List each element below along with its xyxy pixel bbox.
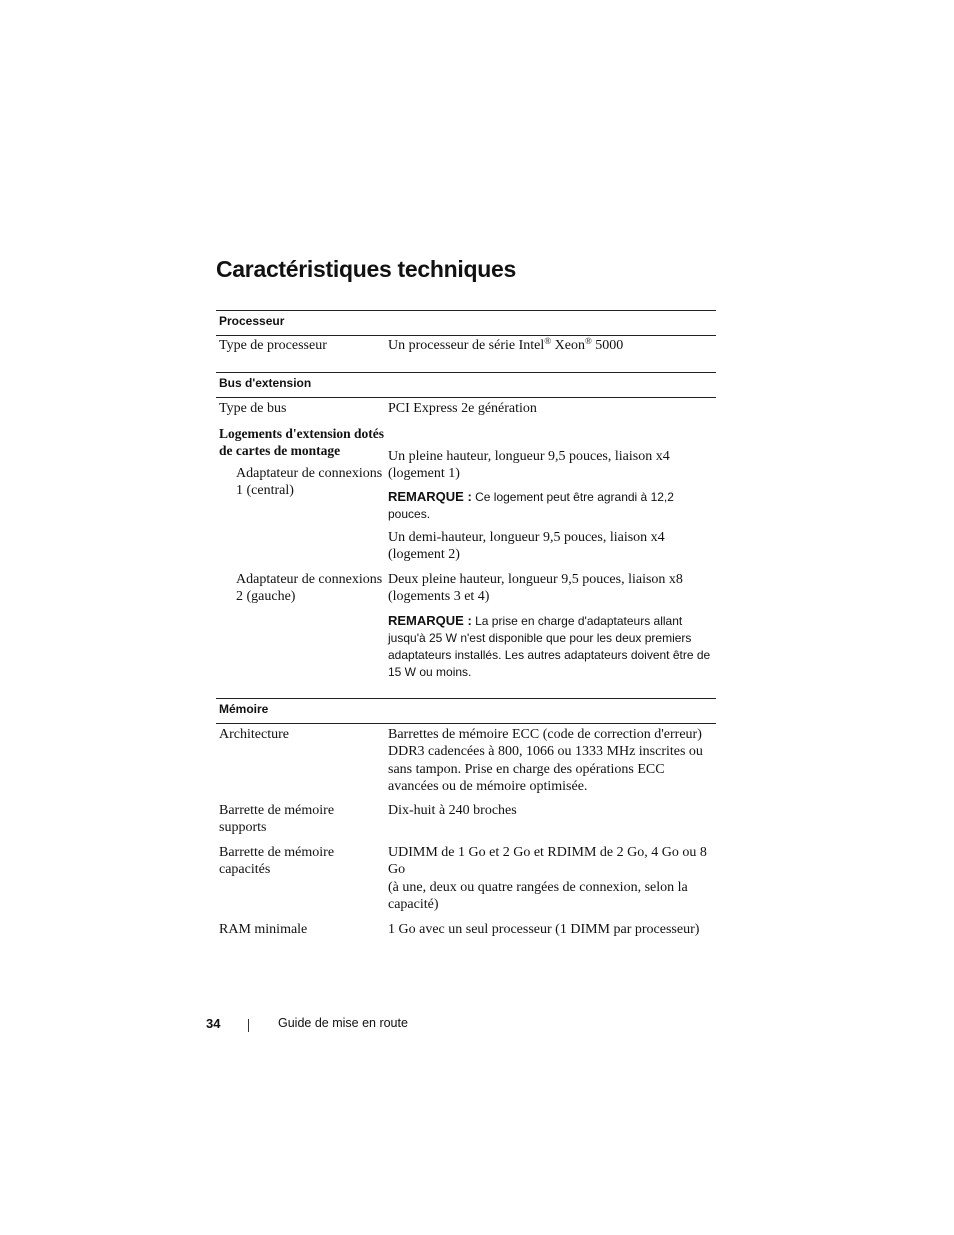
footer-guide-title: Guide de mise en route xyxy=(278,1016,408,1030)
riser2-label: Adaptateur de connexions 2 (gauche) xyxy=(236,572,383,605)
note-label: REMARQUE : xyxy=(388,613,472,628)
section-heading-processor: Processeur xyxy=(219,314,285,328)
section-bottom-rule xyxy=(216,397,716,398)
section-top-rule xyxy=(216,310,716,311)
registered-mark: ® xyxy=(584,336,592,346)
riser1-slot1-value: Un pleine hauteur, longueur 9,5 pouces, liaison x4 (logement 1) xyxy=(388,449,670,482)
processor-type-value: Un processeur de série Intel® Xeon® 5000 xyxy=(388,336,624,353)
memory-sockets-label: Barrette de mémoire supports xyxy=(219,803,335,836)
memory-architecture-value: Barrettes de mémoire ECC (code de correction d'erreur) DDR3 cadencées à 800, 1066 ou 1333 MHz inscrites ou sans tampon. Prise en charge des opérations ECC avancées ou de mémoire optimisée. xyxy=(388,727,703,794)
page-number: 34 xyxy=(206,1016,221,1031)
riser1-slot2-value: Un demi-hauteur, longueur 9,5 pouces, liaison x4 (logement 2) xyxy=(388,530,665,563)
footer-separator xyxy=(248,1019,249,1032)
registered-mark: ® xyxy=(544,336,552,346)
memory-sockets-value: Dix-huit à 240 broches xyxy=(388,803,517,818)
section-top-rule xyxy=(216,698,716,699)
processor-type-label: Type de processeur xyxy=(219,338,327,353)
section-top-rule xyxy=(216,372,716,373)
riser2-value: Deux pleine hauteur, longueur 9,5 pouces, liaison x8 (logements 3 et 4) xyxy=(388,572,683,605)
section-heading-memory: Mémoire xyxy=(219,702,269,716)
memory-capacities-value: UDIMM de 1 Go et 2 Go et RDIMM de 2 Go, 4 Go ou 8 Go (à une, deux ou quatre rangées de connexion, selon la capacité) xyxy=(388,845,707,912)
bus-type-label: Type de bus xyxy=(219,401,287,416)
expansion-slots-label: Logements d'extension dotés de cartes de montage xyxy=(219,426,384,459)
note-label: REMARQUE : xyxy=(388,489,472,504)
memory-min-ram-value: 1 Go avec un seul processeur (1 DIMM par processeur) xyxy=(388,922,700,937)
memory-min-ram-label: RAM minimale xyxy=(219,922,308,937)
section-heading-bus: Bus d'extension xyxy=(219,376,312,390)
riser1-label: Adaptateur de connexions 1 (central) xyxy=(236,466,383,499)
riser2-note: REMARQUE : La prise en charge d'adaptateurs allant jusqu'à 25 W n'est disponible que pour les deux premiers adaptateurs installés. Les autres adaptateurs doivent être de 15 W ou moins. xyxy=(388,613,711,679)
page-title: Caractéristiques techniques xyxy=(216,256,516,282)
section-bottom-rule xyxy=(216,335,716,336)
section-bottom-rule xyxy=(216,723,716,724)
riser1-note: REMARQUE : Ce logement peut être agrandi à 12,2 pouces. xyxy=(388,489,674,521)
memory-capacities-label: Barrette de mémoire capacités xyxy=(219,845,335,878)
memory-architecture-label: Architecture xyxy=(219,727,289,742)
bus-type-value: PCI Express 2e génération xyxy=(388,401,537,416)
